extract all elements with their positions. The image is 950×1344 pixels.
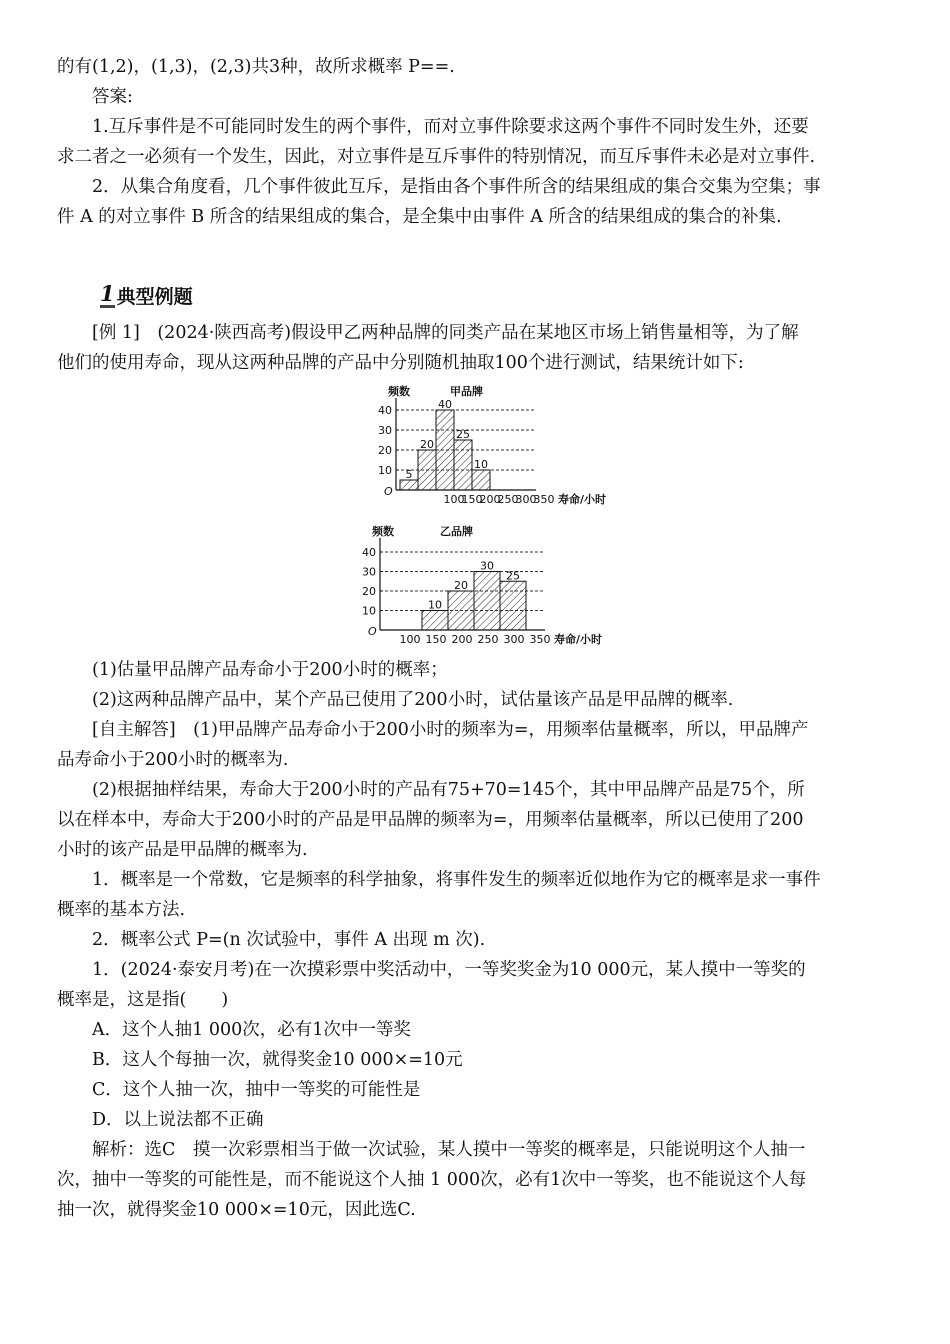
x-tick-label: 250 <box>477 633 499 646</box>
histogram-brand-jia <box>360 382 610 510</box>
bar-value-label: 20 <box>420 438 434 451</box>
bar-value-label: 5 <box>405 468 413 481</box>
section-heading <box>100 282 193 309</box>
x-tick-label: 200 <box>479 493 501 506</box>
answer-label: 答案: <box>92 87 133 107</box>
histogram-bar <box>500 581 526 630</box>
section-title: 典型例题 <box>116 286 193 308</box>
bar-value-label: 10 <box>474 458 488 471</box>
y-tick-label: 40 <box>378 404 392 417</box>
histogram-bar <box>422 611 448 631</box>
question-2: (2)这两种品牌产品中，某个产品已使用了200小时，试估量该产品是甲品牌的概率. <box>92 690 734 710</box>
x-tick-label: 350 <box>533 493 555 506</box>
question-1: (1)估量甲品牌产品寿命小于200小时的概率； <box>92 660 448 680</box>
text-line: 他们的使用寿命，现从这两种品牌的产品中分别随机抽取100个进行测试，结果统计如下: <box>57 353 744 373</box>
histogram-bar <box>448 591 474 630</box>
text-line: (2)根据抽样结果，寿命大于200小时的产品有75+70=145个，其中甲品牌产品是75个，所 <box>92 780 805 800</box>
y-tick-label: 30 <box>362 565 376 579</box>
text-line: [自主解答] (1)甲品牌产品寿命小于200小时的频率为=，用频率估量概率，所以，甲品牌产 <box>92 720 809 740</box>
text-line: 1．(2024·泰安月考)在一次摸彩票中奖活动中，一等奖奖金为10 000元，某人摸中一等奖的 <box>92 960 806 980</box>
bar-value-label: 30 <box>480 559 494 573</box>
text-line: 概率是，这是指( ) <box>57 990 229 1010</box>
origin-label: O <box>384 485 393 498</box>
text-line: 1．概率是一个常数，它是频率的科学抽象，将事件发生的频率近似地作为它的概率是求一事件 <box>92 870 821 890</box>
histogram-bar <box>454 440 472 490</box>
bar-value-label: 10 <box>428 598 442 612</box>
text-line: 1.互斥事件是不可能同时发生的两个事件，而对立事件除要求这两个事件不同时发生外，还要 <box>92 117 809 137</box>
y-axis-label: 频数 <box>388 385 410 398</box>
text-line: 2．概率公式 P=(n 次试验中，事件 A 出现 m 次). <box>92 930 486 950</box>
histogram-bar <box>436 410 454 490</box>
x-tick-label: 150 <box>461 493 483 506</box>
text-line: 小时的该产品是甲品牌的概率为. <box>57 840 308 860</box>
example-1 <box>57 318 893 378</box>
y-tick-label: 30 <box>378 424 392 437</box>
chart-title: 甲品牌 <box>450 385 483 398</box>
bar-value-label: 25 <box>456 428 470 441</box>
bar-value-label: 40 <box>438 398 452 411</box>
x-tick-label: 350 <box>529 633 551 646</box>
x-tick-label: 300 <box>503 633 525 646</box>
x-tick-label: 150 <box>425 633 447 646</box>
y-tick-label: 20 <box>362 585 376 598</box>
histogram-brand-yi <box>352 520 642 648</box>
x-tick-label: 100 <box>399 633 421 646</box>
text-line: 的有(1,2)，(1,3)，(2,3)共3种，故所求概率 P==. <box>57 57 455 77</box>
text-line: 概率的基本方法. <box>57 900 186 920</box>
previous-answer <box>57 52 893 232</box>
section-number: 1 <box>100 281 115 306</box>
histogram-bar <box>472 470 490 490</box>
y-axis-label: 频数 <box>372 525 394 538</box>
histogram-bar <box>400 480 418 490</box>
origin-label: O <box>368 625 377 638</box>
option-b: B．这人个每抽一次，就得奖金10 000×=10元 <box>92 1050 463 1070</box>
option-d: D．以上说法都不正确 <box>92 1110 264 1130</box>
text-line: 解析：选C 摸一次彩票相当于做一次试验，某人摸中一等奖的概率是，只能说明这个人抽一 <box>92 1140 806 1160</box>
questions-and-solution <box>57 655 893 1225</box>
x-tick-label: 200 <box>451 633 473 646</box>
x-axis-label: 寿命/小时 <box>554 633 603 646</box>
x-tick-label: 300 <box>515 493 537 506</box>
histogram-bar <box>418 450 436 490</box>
bar-value-label: 25 <box>506 569 520 583</box>
text-line: [例 1] (2024·陕西高考)假设甲乙两种品牌的同类产品在某地区市场上销售量相等，为了解 <box>92 323 799 343</box>
bar-value-label: 20 <box>454 579 468 592</box>
y-tick-label: 20 <box>378 444 392 457</box>
y-tick-label: 10 <box>378 464 392 477</box>
text-line: 次，抽中一等奖的可能性是，而不能说这个人抽 1 000次，必有1次中一等奖，也不能说这个人每 <box>57 1170 807 1190</box>
text-line: 抽一次，就得奖金10 000×=10元，因此选C. <box>57 1200 416 1220</box>
text-line: 件 A 的对立事件 B 所含的结果组成的集合，是全集中由事件 A 所含的结果组成的集合的补集. <box>57 207 782 227</box>
x-tick-label: 250 <box>497 493 519 506</box>
text-line: 2．从集合角度看，几个事件彼此互斥，是指由各个事件所含的结果组成的集合交集为空集；事 <box>92 177 821 197</box>
y-tick-label: 40 <box>362 546 376 559</box>
option-c: C．这个人抽一次，抽中一等奖的可能性是 <box>92 1080 421 1100</box>
option-a: A．这个人抽1 000次，必有1次中一等奖 <box>92 1020 411 1040</box>
x-tick-label: 100 <box>443 493 465 506</box>
histogram-bar <box>474 572 500 631</box>
text-line: 以在样本中，寿命大于200小时的产品是甲品牌的频率为=，用频率估量概率，所以已使用了200 <box>57 810 804 830</box>
text-line: 求二者之一必须有一个发生，因此，对立事件是互斥事件的特别情况，而互斥事件未必是对立事件. <box>57 147 816 167</box>
x-axis-label: 寿命/小时 <box>558 493 607 506</box>
text-line: 品寿命小于200小时的概率为. <box>57 750 289 770</box>
chart-title: 乙品牌 <box>440 525 473 538</box>
y-tick-label: 10 <box>362 604 376 618</box>
